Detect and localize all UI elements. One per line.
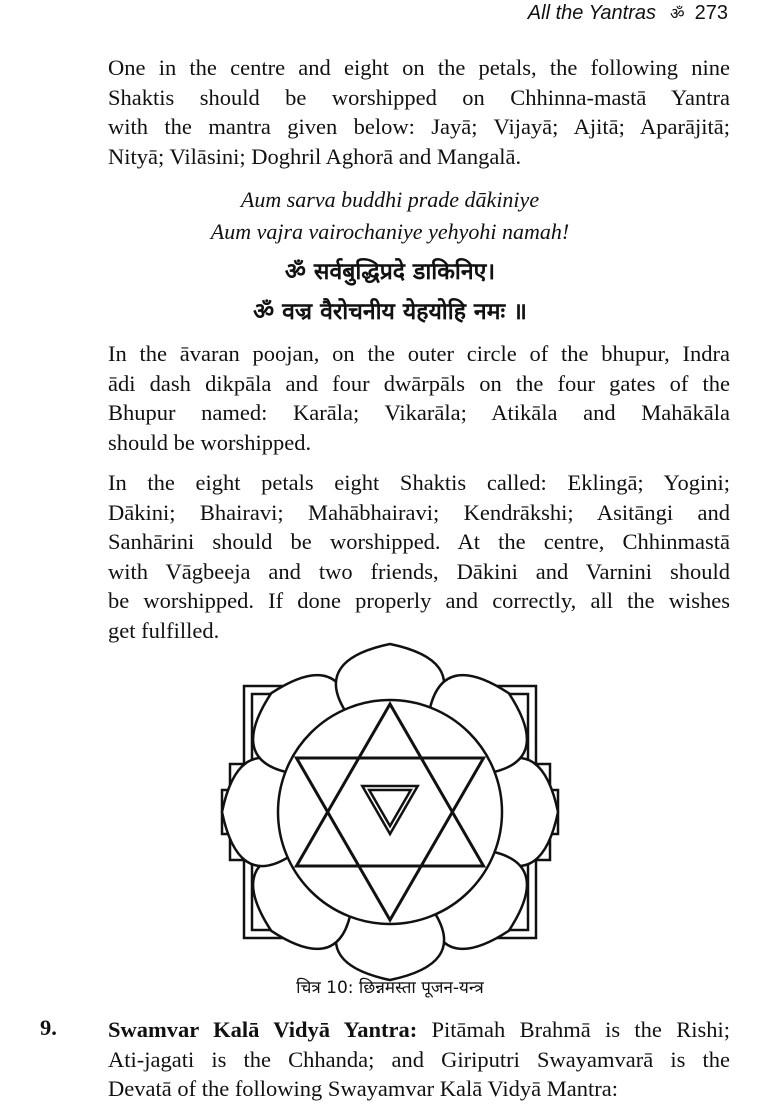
text-line: should be worshipped. — [108, 429, 312, 455]
outer-circle — [278, 700, 502, 924]
text-line: Bhupur named: Karāla; Vikarāla; Atikāla and Mahākāla — [108, 400, 730, 425]
page-number: 273 — [694, 2, 728, 24]
text-line: Pitāmah Brahmā is the Rishi; — [417, 1017, 730, 1042]
text-line: Ati-jagati is the Chhanda; and Giriputri Swayamvarā is the — [108, 1046, 730, 1072]
item-number: 9. — [40, 1015, 57, 1040]
text-line: One in the centre and eight on the petals, the following nine — [108, 55, 730, 80]
text-line: In the eight petals eight Shaktis called: Eklingā; Yogini; — [108, 470, 730, 495]
item-9-text — [108, 1015, 730, 1104]
om-icon: ॐ — [670, 6, 685, 23]
text-line: ādi dash dikpāla and four dwārpāls on the four gates of the — [108, 370, 730, 396]
text-line: be worshipped. If done properly and correctly, all the wishes — [108, 588, 730, 613]
header-title: All the Yantras — [527, 2, 657, 24]
text-line: with the mantra given below: Jayā; Vijayā; Ajitā; Aparājitā; — [108, 114, 730, 139]
item-heading: Swamvar Kalā Vidyā Yantra: — [108, 1017, 418, 1042]
mantra-line: ॐ सर्वबुद्धिप्रदे डाकिनिए। — [284, 259, 496, 285]
text-line: Devatā of the following Swayamvar Kalā Vidyā Mantra: — [108, 1076, 618, 1101]
text-line: Shaktis should be worshipped on Chhinna-mastā Yantra — [108, 84, 730, 110]
text-line: get fulfilled. — [108, 617, 220, 643]
text-line: In the āvaran poojan, on the outer circle of the bhupur, Indra — [108, 341, 730, 366]
text-line: with Vāgbeeja and two friends, Dākini and Varnini should — [108, 558, 730, 584]
figure-caption: चित्र 10: छिन्नमस्ता पूजन-यन्त्र — [296, 978, 484, 998]
text-line: Sanhārini should be worshipped. At the centre, Chhinmastā — [108, 529, 730, 554]
mantra-line: Aum vajra vairochaniye yehyohi namah! — [210, 219, 570, 244]
mantra-line: ॐ वज्र वैरोचनीय येहयोहि नमः ॥ — [253, 299, 527, 325]
text-line: Dākini; Bhairavi; Mahābhairavi; Kendrākshi; Asitāngi and — [108, 499, 730, 525]
mantra-line: Aum sarva buddhi prade dākiniye — [240, 187, 540, 212]
text-line: Nityā; Vilāsini; Doghril Aghorā and Mangalā. — [108, 143, 522, 169]
